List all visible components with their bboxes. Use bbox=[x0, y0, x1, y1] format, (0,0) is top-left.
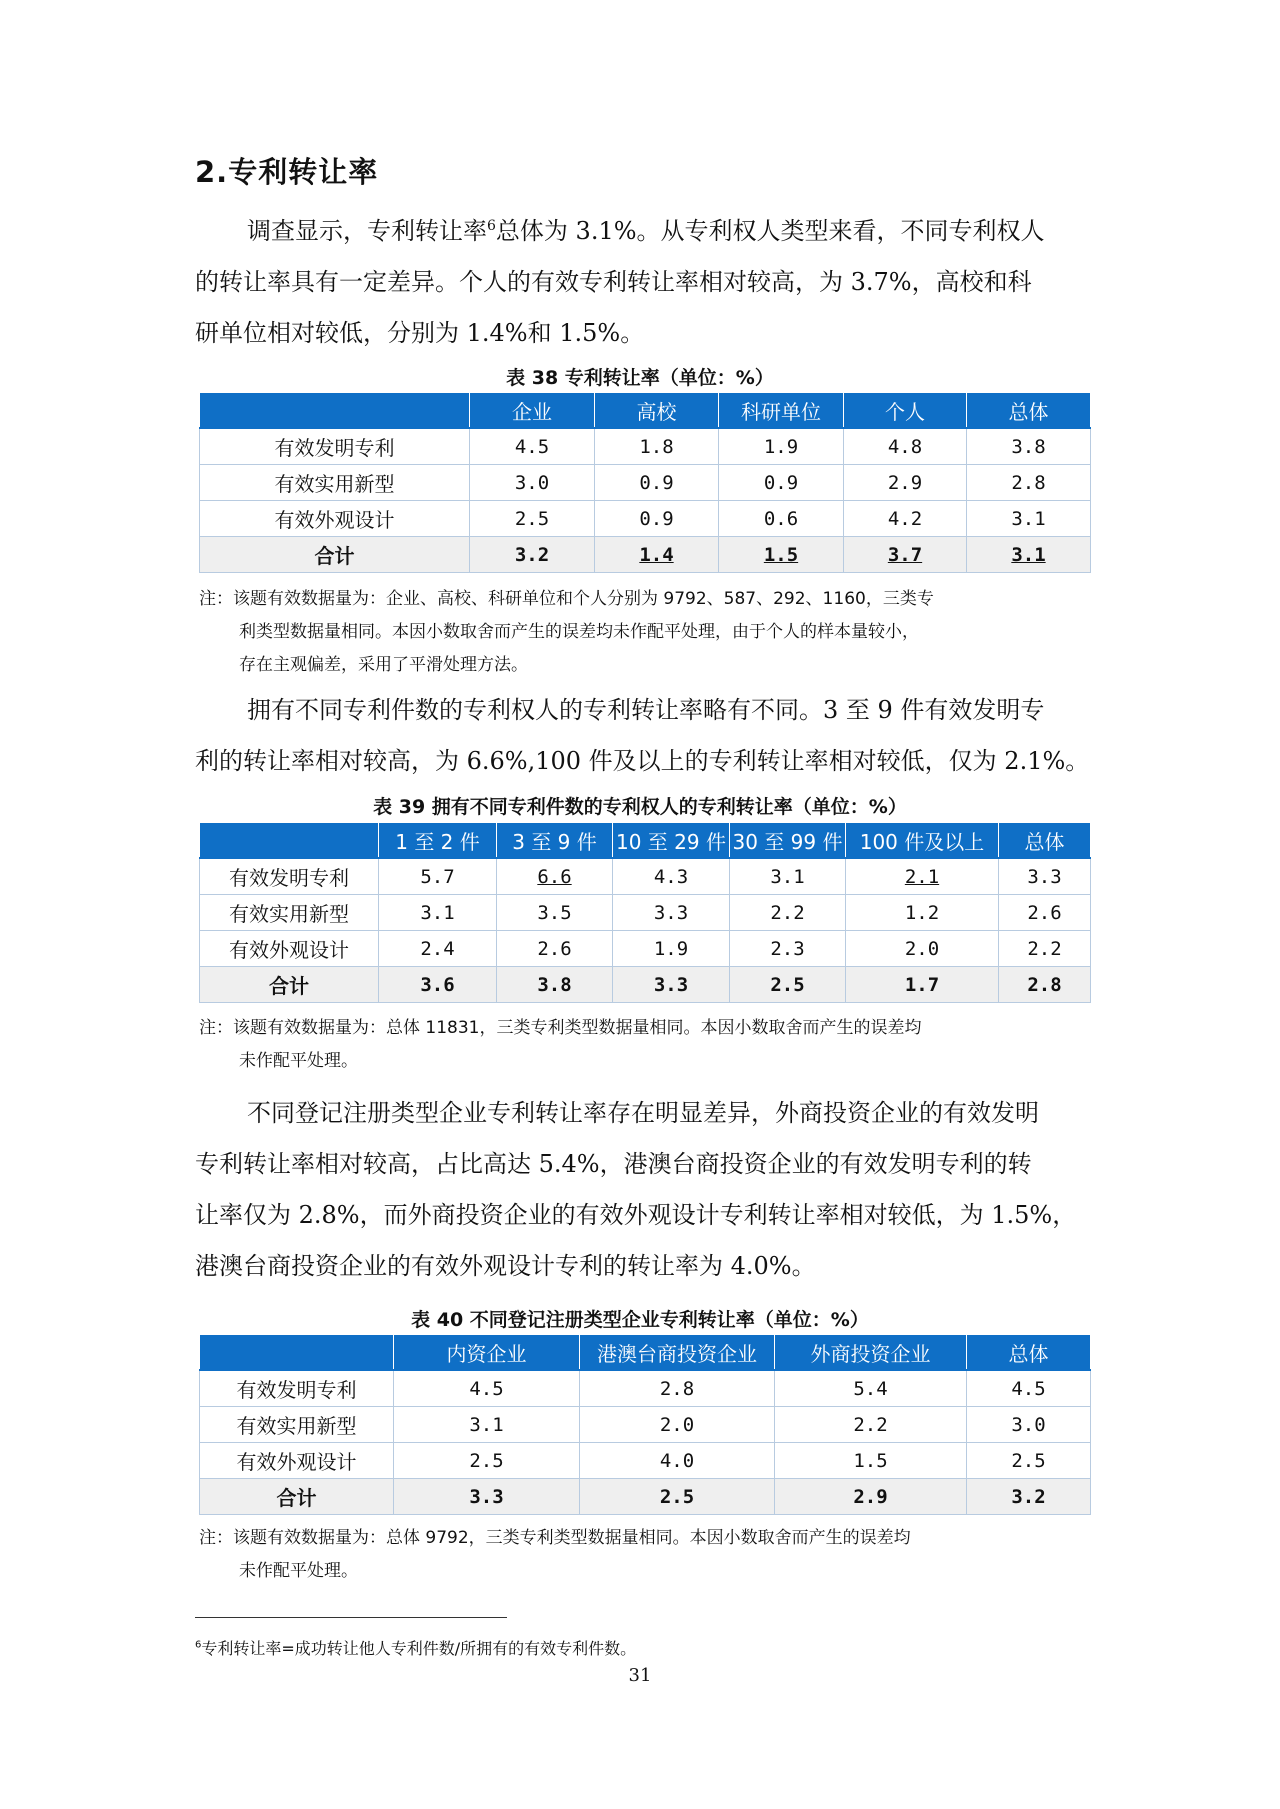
table-cell: 2.0 bbox=[580, 1407, 775, 1443]
table-cell: 2.2 bbox=[999, 931, 1091, 967]
table-cell: 2.6 bbox=[497, 931, 613, 967]
table-cell: 3.6 bbox=[379, 967, 497, 1003]
table-cell: 4.2 bbox=[844, 501, 967, 537]
table-cell: 4.5 bbox=[967, 1370, 1091, 1407]
table-cell: 0.9 bbox=[719, 465, 844, 501]
page-number: 31 bbox=[628, 1665, 652, 1686]
table-cell: 2.1 bbox=[846, 858, 999, 895]
header-cell: 100 件及以上 bbox=[846, 823, 999, 859]
table-38 bbox=[199, 392, 1091, 573]
header-cell bbox=[200, 393, 470, 429]
header-cell: 外商投资企业 bbox=[775, 1335, 967, 1371]
table-39-note bbox=[199, 1012, 1089, 1078]
table-total-row bbox=[200, 537, 1091, 573]
note-line: 未作配平处理。 bbox=[239, 1561, 358, 1581]
paragraph-intro bbox=[195, 201, 1090, 359]
table-cell: 4.0 bbox=[580, 1443, 775, 1479]
table-cell: 2.2 bbox=[730, 895, 846, 931]
table-row bbox=[200, 1407, 1091, 1443]
table-cell: 1.9 bbox=[613, 931, 730, 967]
row-label: 合计 bbox=[200, 537, 470, 573]
table-cell: 2.9 bbox=[844, 465, 967, 501]
table-cell: 3.1 bbox=[394, 1407, 580, 1443]
table-cell: 3.1 bbox=[379, 895, 497, 931]
table-cell: 1.7 bbox=[846, 967, 999, 1003]
table-row bbox=[200, 931, 1091, 967]
table-40 bbox=[199, 1334, 1091, 1515]
table-cell: 3.7 bbox=[844, 537, 967, 573]
paragraph-line: 专利转让率相对较高，占比高达 5.4%，港澳台商投资企业的有效发明专利的转 bbox=[195, 1150, 1032, 1178]
paragraph-line: 让率仅为 2.8%，而外商投资企业的有效外观设计专利转让率相对较低，为 1.5%， bbox=[195, 1201, 1077, 1229]
table-row bbox=[200, 465, 1091, 501]
footnote-marker: 6 bbox=[195, 1639, 202, 1651]
table-cell: 2.8 bbox=[999, 967, 1091, 1003]
table-cell: 3.8 bbox=[967, 428, 1091, 465]
table-cell: 2.2 bbox=[775, 1407, 967, 1443]
table-cell: 0.6 bbox=[719, 501, 844, 537]
table-header-row bbox=[200, 1335, 1091, 1371]
footnote-ref[interactable]: 6 bbox=[487, 218, 496, 234]
row-label: 有效外观设计 bbox=[200, 931, 379, 967]
table-cell: 6.6 bbox=[497, 858, 613, 895]
footnote-divider bbox=[195, 1617, 507, 1618]
row-label: 有效实用新型 bbox=[200, 1407, 394, 1443]
header-cell: 科研单位 bbox=[719, 393, 844, 429]
table-cell: 2.8 bbox=[580, 1370, 775, 1407]
header-cell bbox=[200, 823, 379, 859]
row-label: 有效发明专利 bbox=[200, 428, 470, 465]
table-cell: 3.3 bbox=[394, 1479, 580, 1515]
table-cell: 3.5 bbox=[497, 895, 613, 931]
paragraph-registration-type bbox=[195, 1088, 1090, 1292]
table-cell: 1.5 bbox=[719, 537, 844, 573]
note-line: 注：该题有效数据量为：企业、高校、科研单位和个人分别为 9792、587、292、1160，三类专 bbox=[199, 589, 934, 609]
table-cell: 3.1 bbox=[967, 537, 1091, 573]
table-cell: 2.5 bbox=[967, 1443, 1091, 1479]
table-38-note bbox=[199, 583, 1089, 682]
section-heading: 2.专利转让率 bbox=[195, 155, 379, 189]
header-cell: 高校 bbox=[595, 393, 719, 429]
table-cell: 3.8 bbox=[497, 967, 613, 1003]
paragraph-line: 不同登记注册类型企业专利转让率存在明显差异，外商投资企业的有效发明 bbox=[247, 1099, 1039, 1127]
table-cell: 4.5 bbox=[470, 428, 595, 465]
row-label: 有效外观设计 bbox=[200, 501, 470, 537]
note-line: 存在主观偏差，采用了平滑处理方法。 bbox=[239, 655, 528, 675]
row-label: 有效实用新型 bbox=[200, 465, 470, 501]
table-cell: 3.1 bbox=[730, 858, 846, 895]
table-cell: 2.5 bbox=[470, 501, 595, 537]
table-cell: 4.8 bbox=[844, 428, 967, 465]
table-39 bbox=[199, 822, 1091, 1003]
header-cell: 港澳台商投资企业 bbox=[580, 1335, 775, 1371]
table-row bbox=[200, 858, 1091, 895]
header-cell: 企业 bbox=[470, 393, 595, 429]
table-total-row bbox=[200, 967, 1091, 1003]
footnote bbox=[195, 1636, 636, 1659]
table-cell: 2.5 bbox=[580, 1479, 775, 1515]
table-cell: 2.3 bbox=[730, 931, 846, 967]
header-cell: 总体 bbox=[967, 1335, 1091, 1371]
table-row bbox=[200, 428, 1091, 465]
paragraph-count bbox=[195, 685, 1090, 787]
row-label: 合计 bbox=[200, 1479, 394, 1515]
table-cell: 3.3 bbox=[613, 895, 730, 931]
table-row bbox=[200, 1370, 1091, 1407]
table-cell: 1.5 bbox=[775, 1443, 967, 1479]
table-39-caption: 表 39 拥有不同专利件数的专利权人的专利转让率（单位：%） bbox=[373, 796, 907, 818]
table-cell: 1.2 bbox=[846, 895, 999, 931]
table-total-row bbox=[200, 1479, 1091, 1515]
row-label: 有效实用新型 bbox=[200, 895, 379, 931]
footnote-text: 专利转让率=成功转让他人专利件数/所拥有的有效专利件数。 bbox=[201, 1639, 637, 1658]
table-cell: 3.2 bbox=[470, 537, 595, 573]
header-cell: 总体 bbox=[967, 393, 1091, 429]
table-cell: 4.5 bbox=[394, 1370, 580, 1407]
table-cell: 2.5 bbox=[730, 967, 846, 1003]
table-cell: 3.0 bbox=[967, 1407, 1091, 1443]
paragraph-line: 研单位相对较低，分别为 1.4%和 1.5%。 bbox=[195, 319, 645, 347]
table-cell: 2.9 bbox=[775, 1479, 967, 1515]
table-row bbox=[200, 1443, 1091, 1479]
table-cell: 1.4 bbox=[595, 537, 719, 573]
paragraph-line: 拥有不同专利件数的专利权人的专利转让率略有不同。3 至 9 件有效发明专 bbox=[247, 696, 1045, 724]
table-cell: 2.8 bbox=[967, 465, 1091, 501]
table-cell: 0.9 bbox=[595, 465, 719, 501]
header-cell: 30 至 99 件 bbox=[730, 823, 846, 859]
table-cell: 5.7 bbox=[379, 858, 497, 895]
table-cell: 5.4 bbox=[775, 1370, 967, 1407]
header-cell: 10 至 29 件 bbox=[613, 823, 730, 859]
table-header-row bbox=[200, 823, 1091, 859]
header-cell: 3 至 9 件 bbox=[497, 823, 613, 859]
table-cell: 1.9 bbox=[719, 428, 844, 465]
paragraph-line: 调查显示，专利转让率$^6$总体为 3.1%。从专利权人类型来看，不同专利权人 bbox=[247, 217, 1045, 245]
table-header-row bbox=[200, 393, 1091, 429]
table-cell: 3.2 bbox=[967, 1479, 1091, 1515]
header-cell bbox=[200, 1335, 394, 1371]
note-line: 注：该题有效数据量为：总体 11831，三类专利类型数据量相同。本因小数取舍而产生的误差均 bbox=[199, 1018, 922, 1038]
header-cell: 内资企业 bbox=[394, 1335, 580, 1371]
note-line: 注：该题有效数据量为：总体 9792，三类专利类型数据量相同。本因小数取舍而产生的误差均 bbox=[199, 1528, 911, 1548]
table-cell: 3.3 bbox=[999, 858, 1091, 895]
table-cell: 2.4 bbox=[379, 931, 497, 967]
note-line: 未作配平处理。 bbox=[239, 1051, 358, 1071]
table-cell: 3.0 bbox=[470, 465, 595, 501]
table-40-caption: 表 40 不同登记注册类型企业专利转让率（单位：%） bbox=[411, 1309, 869, 1331]
row-label: 有效发明专利 bbox=[200, 858, 379, 895]
table-40-note bbox=[199, 1522, 1089, 1588]
row-label: 有效发明专利 bbox=[200, 1370, 394, 1407]
paragraph-line: 利的转让率相对较高，为 6.6%,100 件及以上的专利转让率相对较低，仅为 2.1%。 bbox=[195, 747, 1090, 775]
row-label: 有效外观设计 bbox=[200, 1443, 394, 1479]
paragraph-line: 港澳台商投资企业的有效外观设计专利的转让率为 4.0%。 bbox=[195, 1252, 816, 1280]
table-cell: 1.8 bbox=[595, 428, 719, 465]
header-cell: 总体 bbox=[999, 823, 1091, 859]
table-cell: 2.5 bbox=[394, 1443, 580, 1479]
table-38-caption: 表 38 专利转让率（单位：%） bbox=[506, 367, 774, 389]
table-row bbox=[200, 895, 1091, 931]
table-cell: 0.9 bbox=[595, 501, 719, 537]
table-cell: 2.0 bbox=[846, 931, 999, 967]
table-cell: 2.6 bbox=[999, 895, 1091, 931]
table-row bbox=[200, 501, 1091, 537]
note-line: 利类型数据量相同。本因小数取舍而产生的误差均未作配平处理，由于个人的样本量较小， bbox=[239, 622, 919, 642]
row-label: 合计 bbox=[200, 967, 379, 1003]
header-cell: 1 至 2 件 bbox=[379, 823, 497, 859]
paragraph-line: 的转让率具有一定差异。个人的有效专利转让率相对较高，为 3.7%，高校和科 bbox=[195, 268, 1032, 296]
header-cell: 个人 bbox=[844, 393, 967, 429]
table-cell: 3.3 bbox=[613, 967, 730, 1003]
table-cell: 3.1 bbox=[967, 501, 1091, 537]
table-cell: 4.3 bbox=[613, 858, 730, 895]
